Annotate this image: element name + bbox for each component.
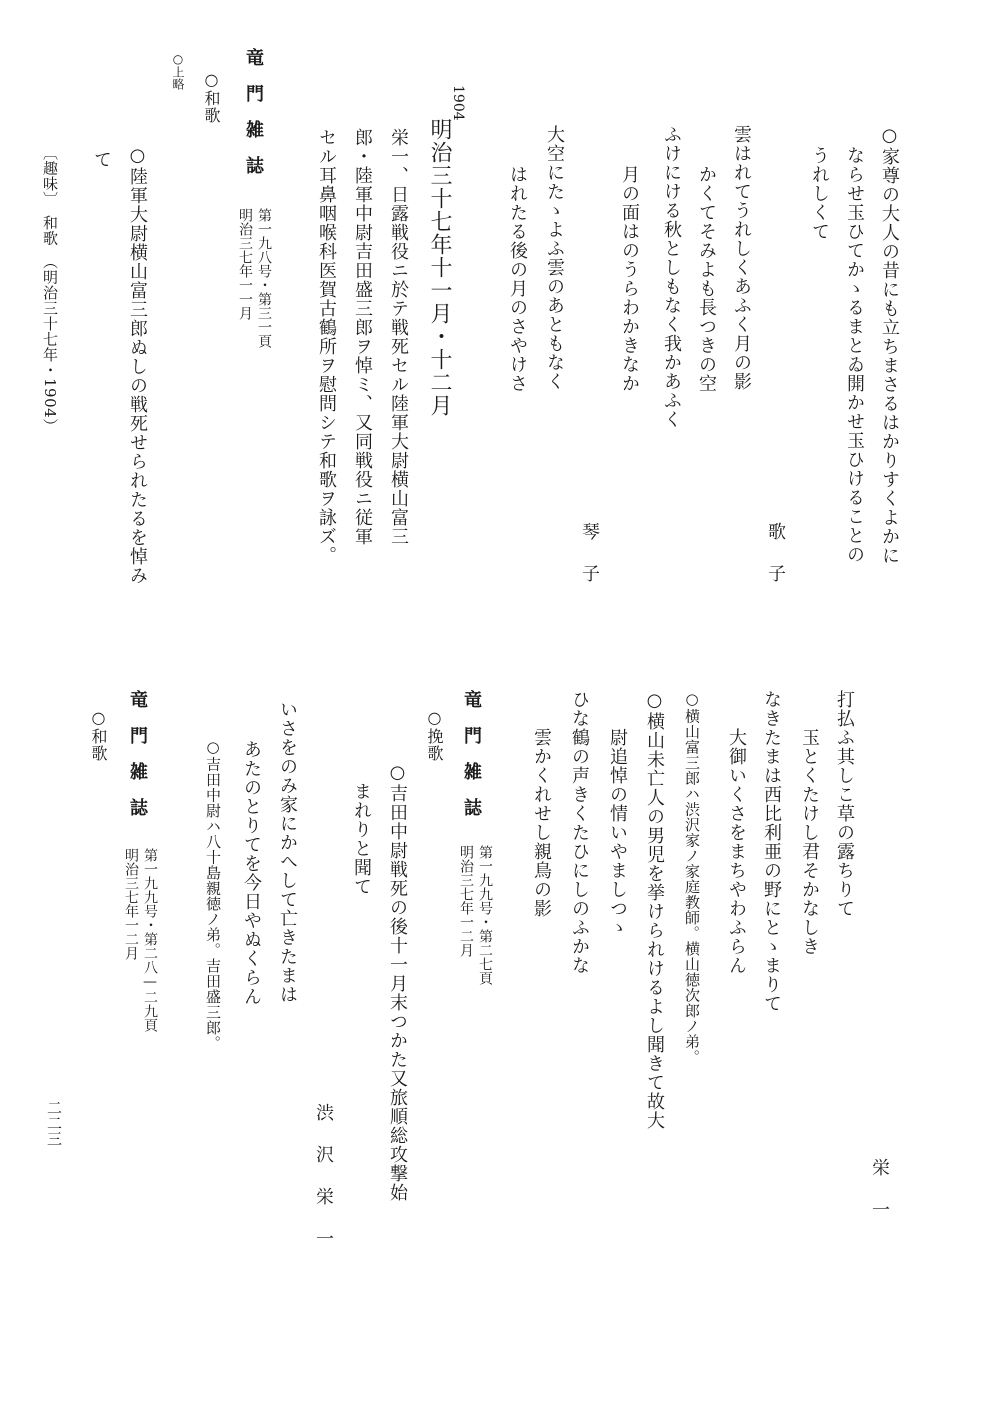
source3-issue: 第一九九号・第二八—二九頁 [142, 848, 158, 1032]
poem1-author: 歌子 [765, 522, 786, 606]
source-issue: 第一九八号・第三一頁 [256, 208, 272, 348]
poem5-line1: なきたまは西比利亜の野にとゝまりて [761, 690, 782, 1013]
source2-date: 明治三七年一二月 [458, 845, 474, 957]
poem3-line2: はれたる後の月のさやけさ [507, 165, 528, 393]
running-head: 〔趣味〕 和歌 （明治三十七年・1904） [41, 145, 59, 434]
poem3-author: 琴子 [579, 522, 600, 606]
date-heading: 明治三十七年十一月・十二月 [427, 118, 452, 417]
poem4-author: 栄一 [869, 1158, 890, 1242]
poem7-line1: いさをのみ家にかへして亡きたまは [277, 700, 298, 1004]
poem4-preface-line1: ○陸軍大尉横山富三郎ぬしの戦死せられたるを悼み [127, 145, 148, 585]
source-date: 明治三七年一一月 [237, 208, 253, 320]
summary-line1: 栄一、日露戦役ニ於テ戦死セル陸軍大尉横山富三 [388, 128, 409, 546]
poem2-line1: ふけにける秋としもなく我かあふく [661, 125, 682, 429]
poem6-line2: 雲かくれせし親鳥の影 [531, 728, 552, 918]
waka-heading: ○和歌 [202, 70, 221, 124]
year-note: 1904 [450, 85, 466, 121]
poem1-line1: 雲はれてうれしくあふく月の影 [731, 125, 752, 391]
poem1-line2: かくてそみよも長つきの空 [696, 165, 717, 393]
waka-heading-2: ○和歌 [89, 708, 108, 762]
omission-mark: ○上略 [171, 52, 185, 90]
poem6-line1: ひな鶴の声きくたひにしのふかな [569, 690, 590, 975]
summary-line3: セル耳鼻咽喉科医賀古鶴所ヲ慰問シテ和歌ヲ詠ズ。 [316, 128, 337, 565]
poem1-preface-line1: ○家尊の大人の昔にも立ちまさるはかりすくよかに [879, 125, 900, 565]
poem4-preface-line2: て [91, 150, 112, 169]
source3-title: 竜門雑誌 [127, 690, 148, 834]
poem7-preface-line1: ○吉田中尉戦死の後十一月末つかた又旅順総攻撃始 [387, 762, 408, 1202]
source2-issue: 第一九九号・第二七頁 [477, 845, 493, 985]
banka-heading: ○挽歌 [425, 708, 444, 762]
note2: ○吉田中尉ハ八十島親徳ノ弟。吉田盛三郎。 [204, 738, 222, 1051]
poem4-line1: 打払ふ其しこ草の露ちりて [834, 690, 855, 918]
poem7-preface-line2: まれりと聞て [351, 782, 372, 896]
summary-line2: 郎・陸軍中尉吉田盛三郎ヲ悼ミ、又同戦役ニ従軍 [352, 128, 373, 546]
poem7-author: 渋沢栄一 [313, 1103, 334, 1271]
poem5-line2: 大御いくさをまちやわふらん [726, 728, 747, 975]
poem7-line2: あたのとりてを今日やぬくらん [241, 740, 262, 1006]
poem1-preface-line3: うれしくて [809, 146, 830, 241]
poem6-preface-line1: ○横山未亡人の男児を挙けられけるよし聞きて故大 [644, 690, 665, 1130]
poem3-line1: 大空にたゝよふ雲のあともなく [544, 125, 565, 391]
poem4-line2: 玉とくたけし君そかなしき [799, 728, 820, 956]
poem1-preface-line2: ならせ玉ひてかゝるまとゐ開かせ玉ひけることの [844, 146, 865, 564]
poem6-preface-line2: 尉追悼の情いやましつゝ [607, 728, 628, 937]
source3-date: 明治三七年一二月 [123, 848, 139, 960]
note1: ○横山富三郎ハ渋沢家ノ家庭教師。横山徳次郎ノ弟。 [683, 690, 701, 1065]
poem2-line2: 月の面はのうらわかきなか [619, 165, 640, 393]
source2-title: 竜門雑誌 [461, 690, 482, 834]
source-title: 竜門雑誌 [243, 48, 264, 192]
page-number: 二二三 [45, 1100, 63, 1147]
